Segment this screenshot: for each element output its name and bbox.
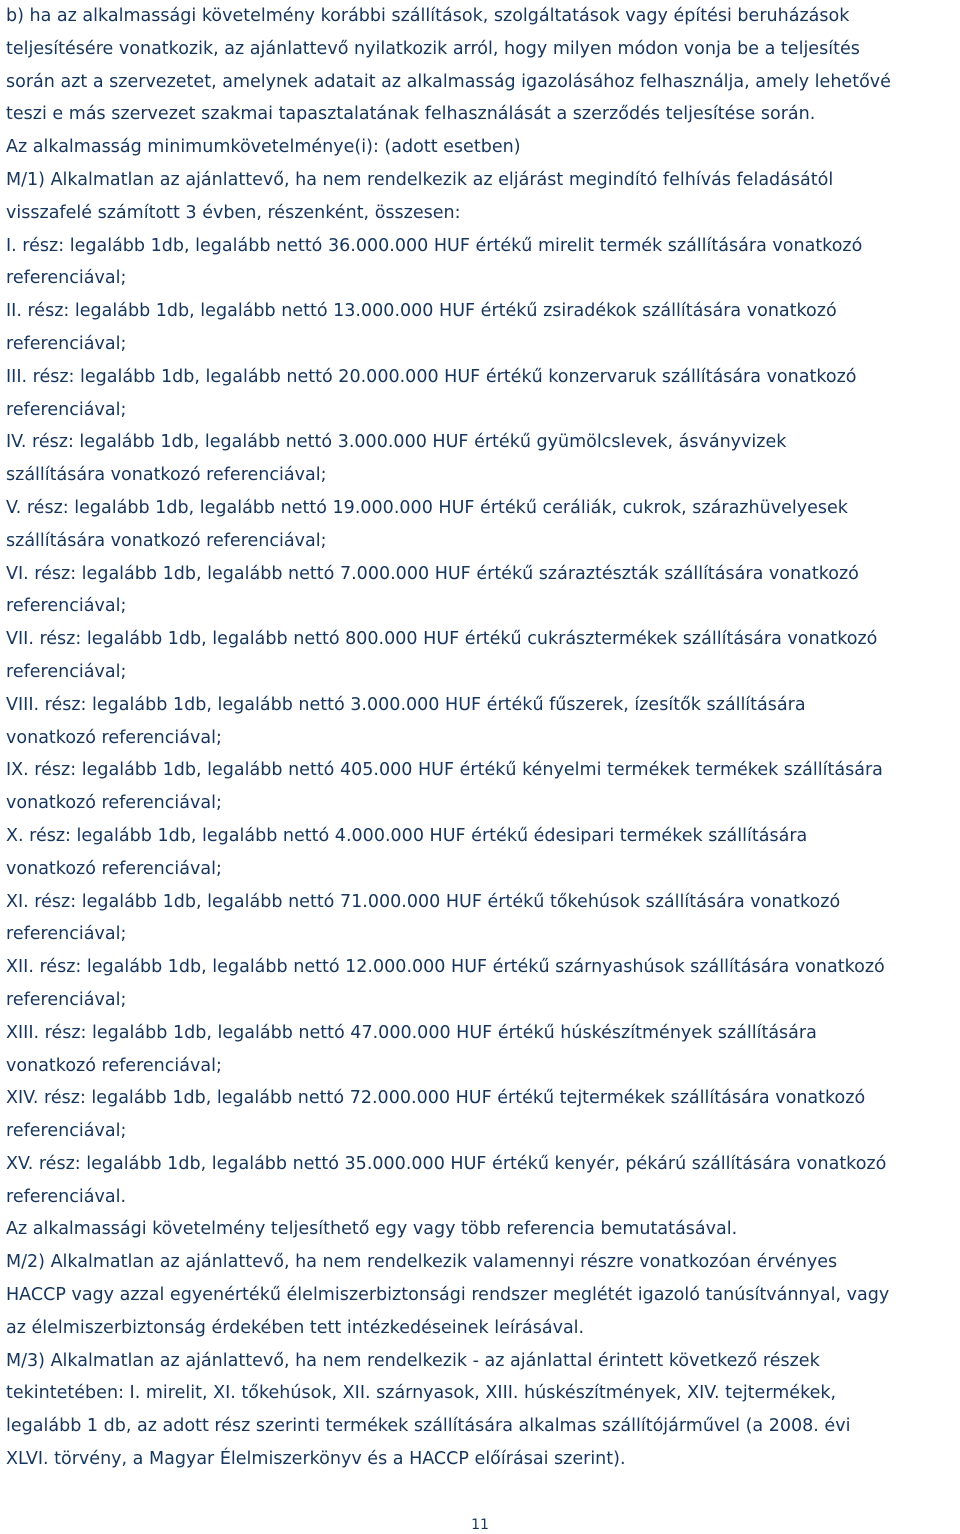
text-line: szállítására vonatkozó referenciával; xyxy=(6,530,327,551)
text-line: Az alkalmasság minimumkövetelménye(i): (adott esetben) xyxy=(6,137,521,158)
text-line: referenciával; xyxy=(6,924,127,945)
text-line: b) ha az alkalmassági követelmény korábbi szállítások, szolgáltatások vagy építési beruházások xyxy=(6,6,850,26)
text-line: során azt a szervezetet, amelynek adatait az alkalmasság igazolásához felhasználja, amely lehetővé xyxy=(6,71,891,92)
text-line: IV. rész: legalább 1db, legalább nettó 3.000.000 HUF értékű gyümölcslevek, ásványvizek xyxy=(6,432,787,453)
text-line: teljesítésére vonatkozik, az ajánlattevő nyilatkozik arról, hogy milyen módon vonja be a teljesítés xyxy=(6,38,860,59)
text-line: XI. rész: legalább 1db, legalább nettó 71.000.000 HUF értékű tőkehúsok szállítására vonatkozó xyxy=(6,891,841,912)
text-line: vonatkozó referenciával; xyxy=(6,858,222,879)
text-line: vonatkozó referenciával; xyxy=(6,727,222,748)
text-line: M/3) Alkalmatlan az ajánlattevő, ha nem rendelkezik - az ajánlattal érintett következő részek xyxy=(6,1350,820,1371)
text-line: szállítására vonatkozó referenciával; xyxy=(6,465,327,486)
document-body xyxy=(6,0,958,1476)
text-line: XII. rész: legalább 1db, legalább nettó 12.000.000 HUF értékű szárnyashúsok szállítására vonatkozó xyxy=(6,957,885,978)
text-line: referenciával; xyxy=(6,596,127,617)
text-line: HACCP vagy azzal egyenértékű élelmiszerbiztonsági rendszer meglétét igazoló tanúsítvánnyal, vagy xyxy=(6,1285,890,1306)
text-line: tekintetében: I. mirelit, XI. tőkehúsok, XII. szárnyasok, XIII. húskészítmények, XIV. tejtermékek, xyxy=(6,1383,837,1404)
text-line: XIII. rész: legalább 1db, legalább nettó 47.000.000 HUF értékű húskészítmények szállítására xyxy=(6,1022,817,1043)
text-line: referenciával. xyxy=(6,1186,127,1207)
text-line: VI. rész: legalább 1db, legalább nettó 7.000.000 HUF értékű száraztészták szállítására vonatkozó xyxy=(6,563,859,584)
text-line: IX. rész: legalább 1db, legalább nettó 405.000 HUF értékű kényelmi termékek termékek szállítására xyxy=(6,760,883,781)
text-line: XLVI. törvény, a Magyar Élelmiszerkönyv és a HACCP előírásai szerint). xyxy=(6,1449,626,1470)
page-number: 11 xyxy=(471,1517,489,1533)
text-line: vonatkozó referenciával; xyxy=(6,1055,222,1076)
text-line: referenciával; xyxy=(6,399,127,420)
text-line: referenciával; xyxy=(6,268,127,289)
text-line: M/1) Alkalmatlan az ajánlattevő, ha nem rendelkezik az eljárást megindító felhívás feladásától xyxy=(6,169,834,190)
text-line: X. rész: legalább 1db, legalább nettó 4.000.000 HUF értékű édesipari termékek szállítására xyxy=(6,825,808,846)
text-line: III. rész: legalább 1db, legalább nettó 20.000.000 HUF értékű konzervaruk szállítására vonatkozó xyxy=(6,366,857,387)
text-line: legalább 1 db, az adott rész szerinti termékek szállítására alkalmas szállítójárművel (a 2008. évi xyxy=(6,1416,851,1437)
text-line: Az alkalmassági követelmény teljesíthető egy vagy több referencia bemutatásával. xyxy=(6,1219,738,1240)
text-line: I. rész: legalább 1db, legalább nettó 36.000.000 HUF értékű mirelit termék szállítására vonatkozó xyxy=(6,235,863,256)
text-line: referenciával; xyxy=(6,661,127,682)
text-line: referenciával; xyxy=(6,333,127,354)
text-line: visszafelé számított 3 évben, részenként, összesen: xyxy=(6,202,461,223)
text-line: VIII. rész: legalább 1db, legalább nettó 3.000.000 HUF értékű fűszerek, ízesítők szállítására xyxy=(6,694,806,715)
text-line: referenciával; xyxy=(6,989,127,1010)
text-line: az élelmiszerbiztonság érdekében tett intézkedéseinek leírásával. xyxy=(6,1317,585,1338)
text-line: II. rész: legalább 1db, legalább nettó 13.000.000 HUF értékű zsiradékok szállítására vonatkozó xyxy=(6,301,837,322)
text-line: XIV. rész: legalább 1db, legalább nettó 72.000.000 HUF értékű tejtermékek szállítására vonatkozó xyxy=(6,1088,866,1109)
text-line: referenciával; xyxy=(6,1121,127,1142)
text-line: XV. rész: legalább 1db, legalább nettó 35.000.000 HUF értékű kenyér, pékárú szállítására vonatkozó xyxy=(6,1153,887,1174)
text-line: VII. rész: legalább 1db, legalább nettó 800.000 HUF értékű cukrásztermékek szállítására vonatkozó xyxy=(6,629,878,650)
text-line: M/2) Alkalmatlan az ajánlattevő, ha nem rendelkezik valamennyi részre vonatkozóan érvényes xyxy=(6,1252,838,1273)
text-line: V. rész: legalább 1db, legalább nettó 19.000.000 HUF értékű ceráliák, cukrok, szárazhüvelyesek xyxy=(6,497,848,518)
text-line: vonatkozó referenciával; xyxy=(6,793,222,814)
text-line: teszi e más szervezet szakmai tapasztalatának felhasználását a szerződés teljesítése során. xyxy=(6,104,816,125)
